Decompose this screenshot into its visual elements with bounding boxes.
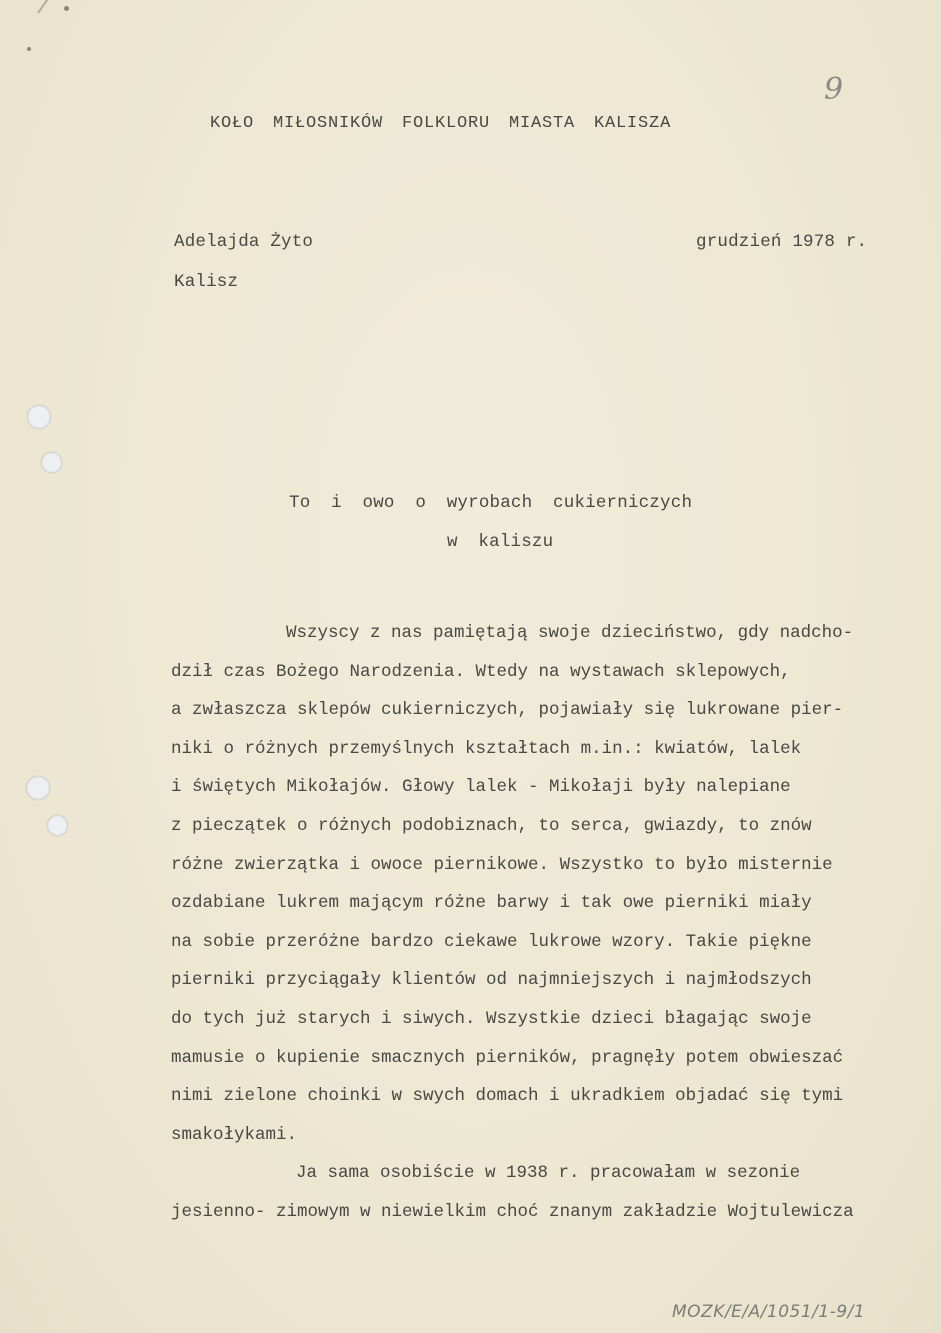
punch-hole xyxy=(47,815,68,836)
punch-hole xyxy=(26,776,50,800)
body-line: nimi zielone choinki w swych domach i ukradkiem objadać się tymi xyxy=(171,1086,844,1107)
punch-hole xyxy=(41,452,62,473)
document-title-line-1: To i owo o wyrobach cukierniczych xyxy=(289,493,693,513)
body-line: niki o różnych przemyślnych kształtach m.in.: kwiatów, lalek xyxy=(171,738,802,759)
pin-dot xyxy=(64,6,69,11)
document-title-line-2: w kaliszu xyxy=(447,532,554,552)
body-line: i świętych Mikołajów. Głowy lalek - Mikołaji były nalepiane xyxy=(171,777,791,798)
body-line: pierniki przyciągały klientów od najmniejszych i najmłodszych xyxy=(171,970,812,991)
body-line: Ja sama osobiście w 1938 r. pracowałam w sezonie xyxy=(296,1163,801,1184)
pin-mark xyxy=(37,0,56,14)
author-name: Adelajda Żyto xyxy=(174,232,314,252)
body-line: na sobie przeróżne bardzo ciekawe lukrowe wzory. Takie piękne xyxy=(171,931,812,952)
handwritten-page-number: 9 xyxy=(824,72,844,107)
body-line: dził czas Bożego Narodzenia. Wtedy na wystawach sklepowych, xyxy=(171,661,791,682)
punch-hole xyxy=(27,405,51,429)
body-line: z pieczątek o różnych podobiznach, to serca, gwiazdy, to znów xyxy=(171,815,812,836)
body-line: różne zwierzątka i owoce piernikowe. Wszystko to było misternie xyxy=(171,854,833,875)
body-line: Wszyscy z nas pamiętają swoje dzieciństwo, gdy nadcho- xyxy=(286,623,854,643)
organization-header: KOŁO MIŁOSNIKÓW FOLKLORU MIASTA KALISZA xyxy=(210,114,672,133)
body-line: do tych już starych i siwych. Wszystkie dzieci błagając swoje xyxy=(171,1008,812,1029)
body-line: smakołykami. xyxy=(171,1124,298,1145)
document-date: grudzień 1978 r. xyxy=(696,232,868,252)
author-place: Kalisz xyxy=(174,272,239,292)
body-line: a zwłaszcza sklepów cukierniczych, pojawiały się lukrowane pier- xyxy=(171,700,844,721)
body-line: mamusie o kupienie smacznych pierników, pragnęły potem obwieszać xyxy=(171,1047,844,1068)
body-line: ozdabiane lukrem mającym różne barwy i tak owe pierniki miały xyxy=(171,893,812,914)
body-text xyxy=(171,620,854,1238)
archive-signature: MOZK/E/A/1051/1-9/1 xyxy=(672,1302,866,1322)
pin-dot xyxy=(27,47,31,51)
body-line: jesienno- zimowym w niewielkim choć znanym zakładzie Wojtulewicza xyxy=(171,1201,854,1222)
